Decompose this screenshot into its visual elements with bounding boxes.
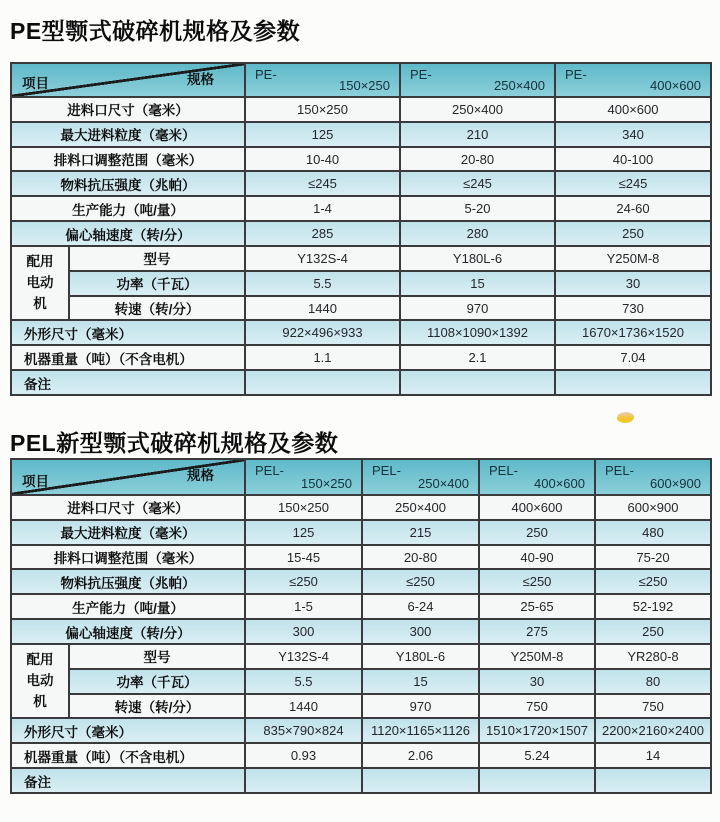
spec-cell: 20-80 [400,147,555,172]
model-size: 600×900 [650,476,701,491]
spec-cell: 150×250 [245,495,362,520]
corner-header-cell [11,63,245,97]
table-row [11,718,711,743]
row-label: 生产能力（吨/量） [11,196,245,221]
spec-cell: 1.1 [245,345,400,370]
table-row [11,122,711,147]
spec-cell: 1-5 [245,594,362,619]
table-row [11,495,711,520]
table-row [11,221,711,246]
model-prefix: PEL- [255,463,284,478]
column-header [245,459,362,495]
table-row [11,196,711,221]
spec-cell: 250×400 [362,495,479,520]
spec-cell: 75-20 [595,545,711,570]
corner-spec-label: 规格 [187,72,214,87]
spec-cell: ≤250 [245,569,362,594]
model-size: 400×600 [650,78,701,93]
spec-cell [479,768,595,793]
spec-cell: 835×790×824 [245,718,362,743]
motor-group-label [11,644,69,718]
spec-cell: 250 [479,520,595,545]
spec-cell: ≤245 [400,171,555,196]
motor-label-line: 机 [33,693,47,709]
spec-cell: 300 [362,619,479,644]
spec-cell: 5.5 [245,669,362,694]
row-label: 最大进料粒度（毫米） [11,520,245,545]
spec-cell: 285 [245,221,400,246]
row-label: 物料抗压强度（兆帕） [11,171,245,196]
spec-cell: 250 [555,221,711,246]
spec-cell: 970 [362,694,479,719]
spec-cell: 215 [362,520,479,545]
spec-cell: ≤250 [595,569,711,594]
model-size: 250×400 [418,476,469,491]
row-label: 功率（千瓦） [69,669,245,694]
spec-cell: ≤245 [245,171,400,196]
spec-cell: 10-40 [245,147,400,172]
model-size: 400×600 [534,476,585,491]
spec-cell: 52-192 [595,594,711,619]
spec-cell: 6-24 [362,594,479,619]
model-size: 250×400 [494,78,545,93]
spec-cell [362,768,479,793]
header-row [11,459,711,495]
row-label: 进料口尺寸（毫米） [11,97,245,122]
motor-label-line: 电动 [26,274,54,290]
table-row [11,594,711,619]
table-row [11,271,711,296]
table-row [11,147,711,172]
column-header [400,63,555,97]
row-label: 外形尺寸（毫米） [11,718,245,743]
spec-cell [555,370,711,395]
motor-label-line: 配用 [26,253,54,269]
spec-cell: 20-80 [362,545,479,570]
spec-cell: 150×250 [245,97,400,122]
spec-cell: Y250M-8 [555,246,711,271]
row-label: 转速（转/分） [69,694,245,719]
spec-cell: 1120×1165×1126 [362,718,479,743]
spec-cell [595,768,711,793]
row-label: 生产能力（吨/量） [11,594,245,619]
table-row [11,320,711,345]
table-row [11,743,711,768]
row-label: 机器重量（吨）（不含电机） [11,743,245,768]
pe-table-title: PE型颚式破碎机规格及参数 [10,18,301,44]
table-row [11,520,711,545]
table-row [11,345,711,370]
spec-cell: 210 [400,122,555,147]
table-row [11,768,711,793]
model-prefix: PEL- [489,463,518,478]
model-prefix: PEL- [372,463,401,478]
table-row [11,619,711,644]
spec-cell: 2.06 [362,743,479,768]
pel-spec-table [10,458,712,794]
spec-cell: 1670×1736×1520 [555,320,711,345]
row-label: 功率（千瓦） [69,271,245,296]
spec-cell: Y132S-4 [245,644,362,669]
spec-cell: 5.24 [479,743,595,768]
column-header [362,459,479,495]
spec-cell: 480 [595,520,711,545]
row-label: 型号 [69,246,245,271]
spec-cell: 2.1 [400,345,555,370]
spec-cell: 1440 [245,694,362,719]
model-prefix: PEL- [605,463,634,478]
spec-cell: 730 [555,296,711,321]
spec-cell: 40-100 [555,147,711,172]
spec-cell: 250×400 [400,97,555,122]
corner-item-label: 项目 [22,76,49,91]
spec-cell: 970 [400,296,555,321]
spec-cell: Y250M-8 [479,644,595,669]
row-label: 外形尺寸（毫米） [11,320,245,345]
row-label: 偏心轴速度（转/分） [11,221,245,246]
spec-cell: Y132S-4 [245,246,400,271]
spec-cell: ≤250 [479,569,595,594]
spec-cell: 400×600 [555,97,711,122]
spec-cell: 922×496×933 [245,320,400,345]
spec-cell: Y180L-6 [362,644,479,669]
table-row [11,296,711,321]
corner-item-label: 项目 [22,474,49,489]
corner-spec-label: 规格 [187,468,214,483]
model-prefix: PE- [410,67,432,82]
column-header [555,63,711,97]
corner-header-cell [11,459,245,495]
yellow-scan-smudge [617,411,635,423]
spec-cell: YR280-8 [595,644,711,669]
row-label: 备注 [11,370,245,395]
spec-cell: 1440 [245,296,400,321]
spec-cell: 125 [245,122,400,147]
header-row [11,63,711,97]
spec-cell: ≤245 [555,171,711,196]
spec-cell: 15 [400,271,555,296]
table-row [11,545,711,570]
model-prefix: PE- [255,67,277,82]
table-row [11,171,711,196]
spec-cell: 7.04 [555,345,711,370]
spec-cell: 275 [479,619,595,644]
row-label: 机器重量（吨）（不含电机） [11,345,245,370]
motor-label-line: 机 [33,295,47,311]
spec-cell [245,370,400,395]
motor-label-line: 配用 [26,651,54,667]
spec-cell: 0.93 [245,743,362,768]
spec-cell: 80 [595,669,711,694]
table-row [11,97,711,122]
table-row [11,370,711,395]
spec-cell: 5-20 [400,196,555,221]
row-label: 备注 [11,768,245,793]
spec-cell: 750 [479,694,595,719]
spec-cell: 125 [245,520,362,545]
spec-cell: 280 [400,221,555,246]
row-label: 排料口调整范围（毫米） [11,545,245,570]
spec-cell: 40-90 [479,545,595,570]
spec-cell: 1510×1720×1507 [479,718,595,743]
spec-cell [245,768,362,793]
spec-cell: ≤250 [362,569,479,594]
pel-table-title: PEL新型颚式破碎机规格及参数 [10,430,339,456]
spec-cell: Y180L-6 [400,246,555,271]
spec-cell: 600×900 [595,495,711,520]
spec-cell [400,370,555,395]
table-row [11,694,711,719]
model-size: 150×250 [301,476,352,491]
column-header [245,63,400,97]
table-row [11,669,711,694]
spec-cell: 400×600 [479,495,595,520]
table-row [11,644,711,669]
spec-cell: 24-60 [555,196,711,221]
spec-cell: 15-45 [245,545,362,570]
spec-cell: 300 [245,619,362,644]
spec-cell: 250 [595,619,711,644]
row-label: 最大进料粒度（毫米） [11,122,245,147]
motor-group-label [11,246,69,320]
column-header [479,459,595,495]
model-size: 150×250 [339,78,390,93]
row-label: 排料口调整范围（毫米） [11,147,245,172]
row-label: 物料抗压强度（兆帕） [11,569,245,594]
spec-cell: 750 [595,694,711,719]
spec-cell: 340 [555,122,711,147]
spec-cell: 1108×1090×1392 [400,320,555,345]
spec-cell: 30 [555,271,711,296]
spec-cell: 25-65 [479,594,595,619]
spec-cell: 5.5 [245,271,400,296]
spec-cell: 30 [479,669,595,694]
spec-cell: 1-4 [245,196,400,221]
column-header [595,459,711,495]
spec-cell: 15 [362,669,479,694]
spec-cell: 2200×2160×2400 [595,718,711,743]
motor-label-line: 电动 [26,672,54,688]
table-row [11,569,711,594]
table-row [11,246,711,271]
row-label: 转速（转/分） [69,296,245,321]
pe-spec-table [10,62,712,396]
row-label: 偏心轴速度（转/分） [11,619,245,644]
row-label: 进料口尺寸（毫米） [11,495,245,520]
model-prefix: PE- [565,67,587,82]
spec-cell: 14 [595,743,711,768]
row-label: 型号 [69,644,245,669]
